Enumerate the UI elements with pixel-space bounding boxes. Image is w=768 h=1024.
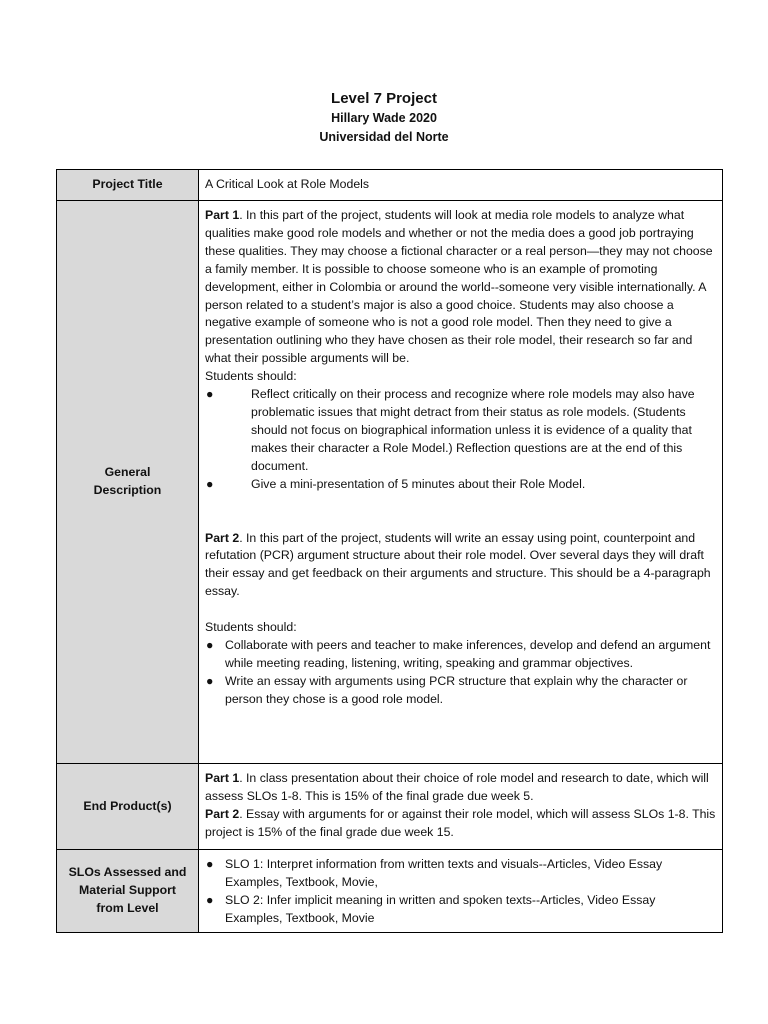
- bullet-icon: ●: [206, 638, 214, 653]
- label-slos: [57, 850, 199, 933]
- slo-bullet-list: [205, 856, 716, 928]
- part1-bullet-list: [205, 386, 716, 493]
- spacer: [205, 494, 716, 512]
- end-part1: [205, 770, 716, 806]
- row-slos: [57, 850, 723, 933]
- bullet-icon: ●: [206, 857, 214, 871]
- spacer: [205, 601, 716, 619]
- label-general-line2: Description: [93, 483, 162, 497]
- list-item: [205, 892, 716, 928]
- end-part2-label: Part 2: [205, 806, 240, 821]
- list-item: [205, 673, 716, 709]
- slo-bullet-text: SLO 2: Infer implicit meaning in written and spoken texts--Articles, Video Essay Examples, Textbook, Movie: [225, 892, 656, 925]
- label-slos-line2: Material Support: [78, 883, 177, 898]
- list-item: [205, 637, 716, 673]
- end-part1-label: Part 1: [205, 771, 240, 785]
- part1-should: Students should:: [205, 369, 297, 384]
- part1-bullet-text: Reflect critically on their process and recognize where role models may also have problematic issues that might detract from their status as role models. (Students should not focus on biographical information unless it is evidence of a quality that makes their character a Role Model.) Reflection questions are at the end of this document.: [251, 387, 695, 473]
- part2-paragraph: [205, 530, 716, 602]
- part1-label: Part 1: [205, 208, 240, 222]
- row-end-product: [57, 764, 723, 850]
- label-slos-line3: from Level: [96, 900, 159, 915]
- part1-paragraph: [205, 207, 716, 368]
- row-project-title: [57, 170, 723, 201]
- part2-label: Part 2: [205, 530, 240, 545]
- project-table: [56, 169, 723, 933]
- bullet-icon: ●: [206, 387, 214, 402]
- part2-text: . In this part of the project, students will write an essay using point, counterpoint and refutation (PCR) argument structure about their role model. Over several days they will draft their essay and get feedback on their arguments and structure. This should be a 4-paragraph essay.: [205, 530, 711, 599]
- document-header: [0, 89, 768, 147]
- label-general-line1: General: [104, 465, 151, 480]
- list-item: [205, 476, 716, 494]
- document-author: Hillary Wade 2020: [331, 111, 437, 125]
- document-title: Level 7 Project: [331, 90, 437, 107]
- label-project-title: Project Title: [57, 170, 199, 201]
- project-title-text: A Critical Look at Role Models: [205, 177, 370, 192]
- end-part2-text: . Essay with arguments for or against their role model, which will assess SLOs 1-8. This project is 15% of the final grade due week 15.: [205, 806, 716, 839]
- bullet-icon: ●: [206, 892, 214, 907]
- row-general-description: [57, 201, 723, 764]
- list-item: [205, 386, 716, 476]
- part2-bullet-text: Collaborate with peers and teacher to make inferences, develop and defend an argument while meeting reading, listening, writing, speaking and grammar objectives.: [225, 638, 711, 670]
- part1-bullet-text: Give a mini-presentation of 5 minutes about their Role Model.: [251, 476, 586, 491]
- label-slos-line1: SLOs Assessed and: [68, 865, 187, 880]
- part2-bullet-text: Write an essay with arguments using PCR structure that explain why the character or person they chose is a good role model.: [225, 673, 688, 706]
- part2-should: Students should:: [205, 620, 297, 635]
- label-general-description: [57, 201, 199, 764]
- list-item: [205, 856, 716, 892]
- part1-text: . In this part of the project, students will look at media role models to analyze what qualities make good role models and whether or not the media does a good job portraying these qualities. They may choose a fictional character or a real person—they may not choose a family member. It is possible to choose someone who is an example of promoting development, either in Colombia or around the world--someone very visible internationally. A person related to a student’s major is also a good choice. Students may also choose a negative example of someone who is not a good role model. Then they need to give a presentation outlining who they have chosen as their role model, their research so far and what their possible arguments will be.: [205, 208, 713, 366]
- general-description-content: [199, 201, 723, 764]
- bullet-icon: ●: [206, 673, 214, 688]
- end-product-content: [199, 764, 723, 850]
- label-end-product: End Product(s): [57, 764, 199, 850]
- value-project-title: [199, 170, 723, 201]
- spacer: [205, 512, 716, 530]
- part2-bullet-list: [205, 637, 716, 709]
- slos-content: [199, 850, 723, 933]
- bullet-icon: ●: [206, 476, 214, 491]
- slo-bullet-text: SLO 1: Interpret information from written texts and visuals--Articles, Video Essay Examples, Textbook, Movie,: [225, 857, 663, 889]
- document-institution: Universidad del Norte: [319, 130, 449, 144]
- end-part1-text: . In class presentation about their choice of role model and research to date, which will assess SLOs 1-8. This is 15% of the final grade due week 5.: [205, 771, 709, 803]
- end-part2: [205, 806, 716, 842]
